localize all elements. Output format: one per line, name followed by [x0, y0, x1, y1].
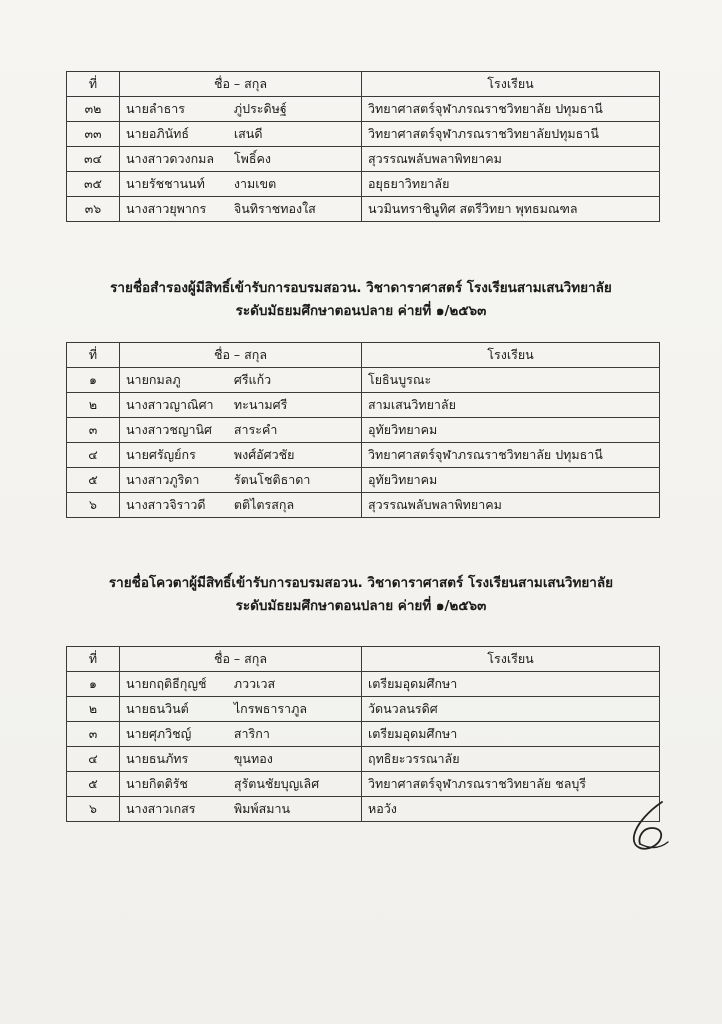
- column-header-name: ชื่อ – สกุล: [120, 647, 362, 672]
- column-header-name: ชื่อ – สกุล: [120, 72, 362, 97]
- row-school: หอวัง: [362, 797, 660, 822]
- table-row: [67, 443, 660, 468]
- table-row: [67, 772, 660, 797]
- row-school: เตรียมอุดมศึกษา: [362, 672, 660, 697]
- reserve-list-heading-line1: รายชื่อสำรองผู้มีสิทธิ์เข้ารับการอบรมสอวน. วิชาดาราศาสตร์ โรงเรียนสามเสนวิทยาลัย: [110, 280, 612, 296]
- row-number: ๑: [67, 672, 120, 697]
- row-last-name: ขุนทอง: [228, 747, 362, 772]
- row-first-name: นายศรัญย์กร: [120, 443, 228, 468]
- table-row: [67, 747, 660, 772]
- row-first-name: นางสาวชญานิศ: [120, 418, 228, 443]
- row-first-name: นางสาวดวงกมล: [120, 147, 228, 172]
- row-last-name: ทะนามศรี: [228, 393, 362, 418]
- row-last-name: รัตนโชติธาดา: [228, 468, 362, 493]
- row-last-name: จินทิราชทองใส: [228, 197, 362, 222]
- row-number: ๑: [67, 368, 120, 393]
- row-last-name: สุรัตนชัยบุญเลิศ: [228, 772, 362, 797]
- row-first-name: นายกฤติธีกุญช์: [120, 672, 228, 697]
- row-first-name: นายศุภวิชญ์: [120, 722, 228, 747]
- row-school: โยธินบูรณะ: [362, 368, 660, 393]
- row-last-name: พิมพ์สมาน: [228, 797, 362, 822]
- row-school: นวมินทราชินูทิศ สตรีวิทยา พุทธมณฑล: [362, 197, 660, 222]
- row-number: ๖: [67, 493, 120, 518]
- row-number: ๒: [67, 697, 120, 722]
- row-first-name: นายลำธาร: [120, 97, 228, 122]
- reserve-list-table: [66, 342, 660, 518]
- participants-table-continued: [66, 71, 660, 222]
- row-number: ๓๕: [67, 172, 120, 197]
- row-first-name: นางสาวญาณิศา: [120, 393, 228, 418]
- column-header-no: ที่: [67, 647, 120, 672]
- quota-list-heading-line1: รายชื่อโควตาผู้มีสิทธิ์เข้ารับการอบรมสอวน. วิชาดาราศาสตร์ โรงเรียนสามเสนวิทยาลัย: [108, 575, 614, 591]
- table-header-row: [67, 72, 660, 97]
- row-number: ๔: [67, 443, 120, 468]
- row-first-name: นางสาวยุพากร: [120, 197, 228, 222]
- column-header-school: โรงเรียน: [362, 72, 660, 97]
- row-school: เตรียมอุดมศึกษา: [362, 722, 660, 747]
- row-school: สามเสนวิทยาลัย: [362, 393, 660, 418]
- table-row: [67, 122, 660, 147]
- row-last-name: สาระคำ: [228, 418, 362, 443]
- row-last-name: โพธิ์คง: [228, 147, 362, 172]
- table-header-row: [67, 647, 660, 672]
- row-first-name: นายกิตติรัช: [120, 772, 228, 797]
- table-row: [67, 697, 660, 722]
- row-number: ๖: [67, 797, 120, 822]
- table-row: [67, 493, 660, 518]
- row-school: สุวรรณพลับพลาพิทยาคม: [362, 493, 660, 518]
- row-school: อยุธยาวิทยาลัย: [362, 172, 660, 197]
- table-row: [67, 393, 660, 418]
- row-first-name: นางสาวภูริดา: [120, 468, 228, 493]
- row-first-name: นายกมลภู: [120, 368, 228, 393]
- table-header-row: [67, 343, 660, 368]
- table-row: [67, 368, 660, 393]
- row-number: ๓: [67, 418, 120, 443]
- row-last-name: เสนดี: [228, 122, 362, 147]
- column-header-name: ชื่อ – สกุล: [120, 343, 362, 368]
- row-first-name: นางสาวจิราวดี: [120, 493, 228, 518]
- row-number: ๓๖: [67, 197, 120, 222]
- row-number: ๕: [67, 772, 120, 797]
- column-header-school: โรงเรียน: [362, 647, 660, 672]
- row-last-name: งามเขต: [228, 172, 362, 197]
- row-school: อุทัยวิทยาคม: [362, 468, 660, 493]
- reserve-list-heading-line2: ระดับมัธยมศึกษาตอนปลาย ค่ายที่ ๑/๒๕๖๓: [235, 303, 487, 319]
- quota-list-table: [66, 646, 660, 822]
- column-header-school: โรงเรียน: [362, 343, 660, 368]
- row-last-name: ไกรพธาราภูล: [228, 697, 362, 722]
- column-header-no: ที่: [67, 72, 120, 97]
- row-school: วิทยาศาสตร์จุฬาภรณราชวิทยาลัย ชลบุรี: [362, 772, 660, 797]
- row-school: สุวรรณพลับพลาพิทยาคม: [362, 147, 660, 172]
- row-school: วิทยาศาสตร์จุฬาภรณราชวิทยาลัย ปทุมธานี: [362, 443, 660, 468]
- row-school: วัดนวลนรดิศ: [362, 697, 660, 722]
- row-school: วิทยาศาสตร์จุฬาภรณราชวิทยาลัยปทุมธานี: [362, 122, 660, 147]
- row-number: ๓๓: [67, 122, 120, 147]
- table-row: [67, 468, 660, 493]
- row-last-name: ภู่ประดิษฐ์: [228, 97, 362, 122]
- table-row: [67, 172, 660, 197]
- table-row: [67, 147, 660, 172]
- row-school: วิทยาศาสตร์จุฬาภรณราชวิทยาลัย ปทุมธานี: [362, 97, 660, 122]
- row-school: อุทัยวิทยาคม: [362, 418, 660, 443]
- row-last-name: ตติไตรสกุล: [228, 493, 362, 518]
- row-number: ๓๔: [67, 147, 120, 172]
- table-row: [67, 672, 660, 697]
- row-first-name: นางสาวเกสร: [120, 797, 228, 822]
- row-number: ๓: [67, 722, 120, 747]
- row-first-name: นายรัชชานนท์: [120, 172, 228, 197]
- table-row: [67, 722, 660, 747]
- row-school: ฤทธิยะวรรณาลัย: [362, 747, 660, 772]
- page-number-handwritten-mark: [628, 800, 672, 854]
- row-number: ๔: [67, 747, 120, 772]
- row-first-name: นายธนวินต์: [120, 697, 228, 722]
- row-number: ๒: [67, 393, 120, 418]
- row-number: ๕: [67, 468, 120, 493]
- row-number: ๓๒: [67, 97, 120, 122]
- row-first-name: นายอภินัทธ์: [120, 122, 228, 147]
- table-row: [67, 797, 660, 822]
- row-last-name: ศรีแก้ว: [228, 368, 362, 393]
- row-first-name: นายธนภัทร: [120, 747, 228, 772]
- row-last-name: สาริกา: [228, 722, 362, 747]
- table-row: [67, 418, 660, 443]
- column-header-no: ที่: [67, 343, 120, 368]
- row-last-name: พงศ์อัศวชัย: [228, 443, 362, 468]
- quota-list-heading-line2: ระดับมัธยมศึกษาตอนปลาย ค่ายที่ ๑/๒๕๖๓: [235, 598, 487, 614]
- table-row: [67, 97, 660, 122]
- table-row: [67, 197, 660, 222]
- row-last-name: ภววเวส: [228, 672, 362, 697]
